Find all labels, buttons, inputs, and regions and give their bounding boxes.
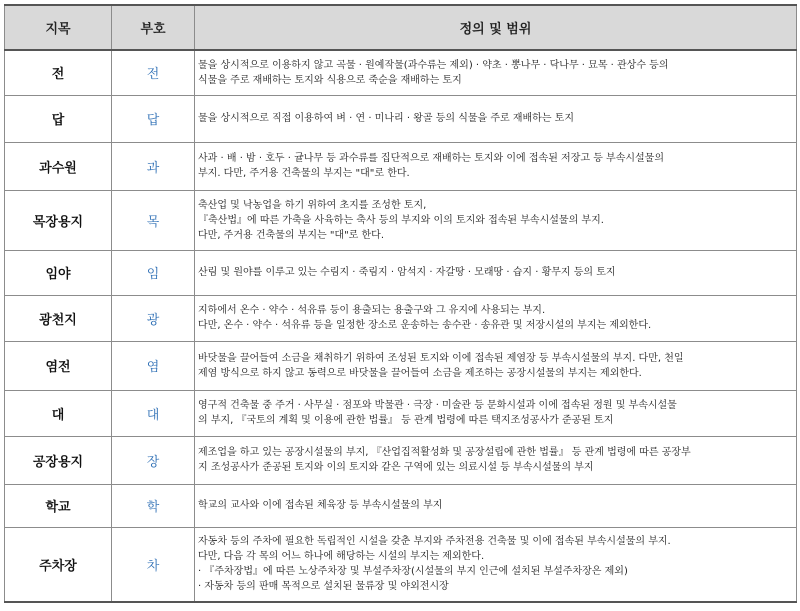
definition-line: · 『주차장법』에 따른 노상주차장 및 부설주차장(시설물의 부지 인근에 설치된 부설주차장은 제외) (198, 566, 628, 578)
category-name: 전 (5, 50, 112, 95)
table-header-row (5, 5, 797, 50)
table-row (5, 50, 797, 95)
category-name: 답 (5, 95, 112, 142)
definition-line: 영구적 건축물 중 주거 · 사무실 · 점포와 박물관 · 극장 · 미술관 등 문화시설과 이에 접속된 정원 및 부속시설물 (198, 400, 677, 411)
category-definition (195, 295, 797, 341)
header-definition: 정의 및 범위 (195, 5, 797, 50)
land-category-table (4, 4, 797, 603)
definition-line: 지 조성공사가 준공된 토지와 이의 토지와 같은 구역에 있는 의료시설 등 부속시설물의 부지 (198, 462, 594, 473)
table-row (5, 527, 797, 602)
definition-line: 물을 상시적으로 이용하지 않고 곡물 · 원예작물(과수류는 제외) · 약초 · 뽕나무 · 닥나무 · 묘목 · 관상수 등의 (198, 59, 669, 71)
category-symbol: 대 (112, 390, 195, 436)
header-symbol: 부호 (112, 5, 195, 50)
table-row (5, 95, 797, 142)
definition-line: 부지. 다만, 주거용 건축물의 부지는 "대"로 한다. (198, 168, 410, 179)
category-definition (195, 390, 797, 436)
category-symbol: 목 (112, 190, 195, 250)
definition-line: 제염 방식으로 하지 않고 동력으로 바닷물을 끌어들여 소금을 제조하는 공장시설물의 부지는 제외한다. (198, 367, 642, 379)
definition-line: 다만, 다음 각 목의 어느 하나에 해당하는 시설의 부지는 제외한다. (198, 551, 485, 563)
category-symbol: 답 (112, 95, 195, 142)
category-definition (195, 95, 797, 142)
category-name: 공장용지 (5, 436, 112, 484)
table-row (5, 436, 797, 484)
category-definition (195, 250, 797, 295)
category-definition (195, 341, 797, 390)
definition-line: 식물을 주로 재배하는 토지와 식용으로 죽순을 재배하는 토지 (198, 74, 462, 86)
table-row (5, 484, 797, 527)
category-symbol: 전 (112, 50, 195, 95)
table-row (5, 295, 797, 341)
category-symbol: 학 (112, 484, 195, 527)
category-definition (195, 142, 797, 190)
category-name: 염전 (5, 341, 112, 390)
table-row (5, 250, 797, 295)
definition-line: 의 부지, 『국토의 계획 및 이용에 관한 법률』 등 관계 법령에 따른 택지조성공사가 준공된 토지 (198, 415, 614, 426)
table-row (5, 142, 797, 190)
category-definition (195, 436, 797, 484)
definition-line: 바닷물을 끌어들여 소금을 채취하기 위하여 조성된 토지와 이에 접속된 제염장 등 부속시설물의 부지. 다만, 천일 (198, 352, 684, 364)
category-name: 과수원 (5, 142, 112, 190)
table-row (5, 390, 797, 436)
table-row (5, 190, 797, 250)
category-definition (195, 50, 797, 95)
category-symbol: 장 (112, 436, 195, 484)
category-name: 주차장 (5, 527, 112, 602)
category-symbol: 임 (112, 250, 195, 295)
category-definition (195, 484, 797, 527)
definition-line: 축산업 및 낙농업을 하기 위하여 초지를 조성한 토지, (198, 199, 427, 211)
definition-line: 물을 상시적으로 직접 이용하여 벼 · 연 · 미나리 · 왕골 등의 식물을 주로 재배하는 토지 (198, 113, 574, 124)
category-name: 임야 (5, 250, 112, 295)
header-land-category: 지목 (5, 5, 112, 50)
definition-line: 사과 · 배 · 밤 · 호두 · 귤나무 등 과수류를 집단적으로 재배하는 토지와 이에 접속된 저장고 등 부속시설물의 (198, 153, 664, 164)
category-definition (195, 527, 797, 602)
category-symbol: 염 (112, 341, 195, 390)
category-name: 학교 (5, 484, 112, 527)
category-symbol: 차 (112, 527, 195, 602)
definition-line: 산림 및 원야를 이루고 있는 수림지 · 죽림지 · 암석지 · 자갈땅 · 모래땅 · 습지 · 황무지 등의 토지 (198, 267, 616, 278)
category-definition (195, 190, 797, 250)
land-category-table-wrapper (4, 4, 796, 603)
definition-line: 자동차 등의 주차에 필요한 독립적인 시설을 갖춘 부지와 주차전용 건축물 및 이에 접속된 부속시설물의 부지. (198, 536, 671, 548)
definition-line: 제조업을 하고 있는 공장시설물의 부지, 『산업집적활성화 및 공장설립에 관한 법률』 등 관계 법령에 따른 공장부 (198, 447, 691, 458)
definition-line: 다만, 온수 · 약수 · 석유류 등을 일정한 장소로 운송하는 송수관 · 송유관 및 저장시설의 부지는 제외한다. (198, 320, 652, 331)
definition-line: 학교의 교사와 이에 접속된 체육장 등 부속시설물의 부지 (198, 500, 443, 511)
category-name: 광천지 (5, 295, 112, 341)
definition-line: · 자동차 등의 판매 목적으로 설치된 물류장 및 야외전시장 (198, 581, 449, 593)
category-name: 목장용지 (5, 190, 112, 250)
category-symbol: 광 (112, 295, 195, 341)
definition-line: 『축산법』에 따른 가축을 사육하는 축사 등의 부지와 이의 토지와 접속된 부속시설물의 부지. (198, 214, 604, 226)
definition-line: 다만, 주거용 건축물의 부지는 "대"로 한다. (198, 229, 385, 241)
category-symbol: 과 (112, 142, 195, 190)
definition-line: 지하에서 온수 · 약수 · 석유류 등이 용출되는 용출구와 그 유지에 사용되는 부지. (198, 305, 546, 316)
table-row (5, 341, 797, 390)
category-name: 대 (5, 390, 112, 436)
